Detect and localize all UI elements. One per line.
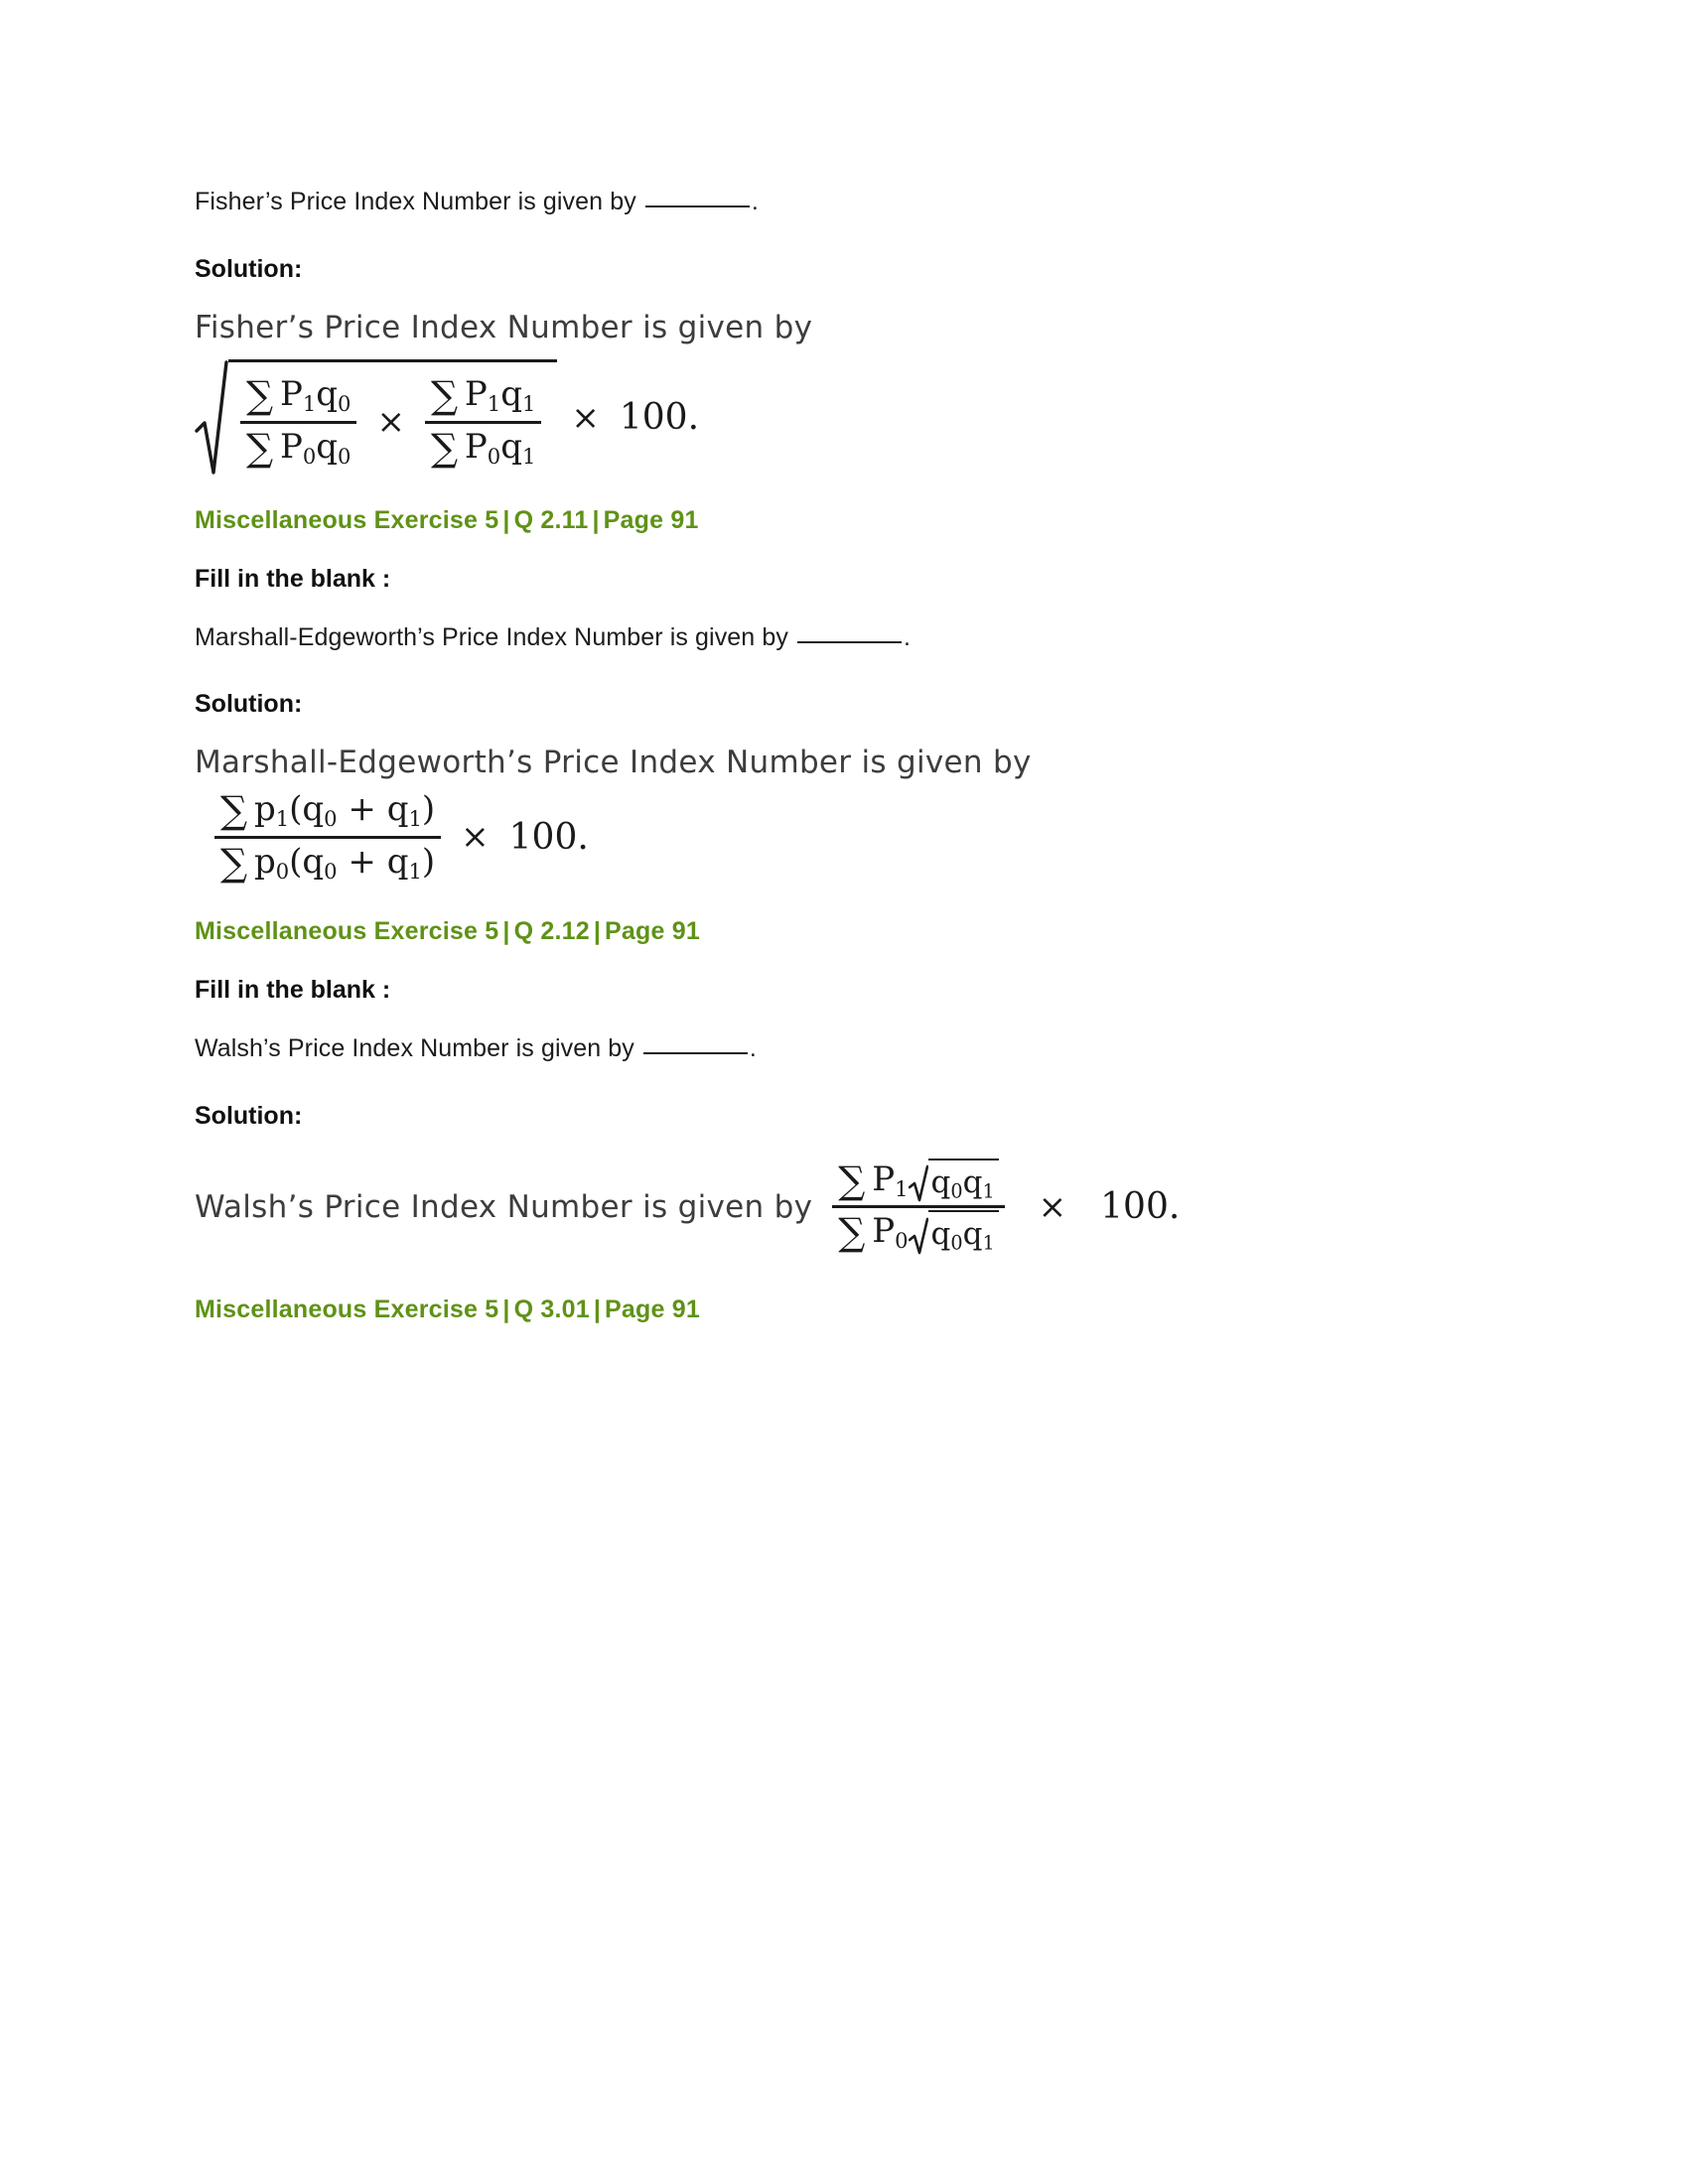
formula-me-expression xyxy=(195,786,1406,887)
instruction-fill-blank-2: Fill in the blank : xyxy=(195,976,391,1004)
solution-label-1: Solution: xyxy=(195,254,303,283)
fraction-denominator: ∑ $P_0q_1$ xyxy=(430,425,536,470)
sqrt-radicand xyxy=(228,359,557,477)
multiplier-100: 100. xyxy=(619,397,700,438)
fraction-p1q0-over-p0q0 xyxy=(234,371,362,473)
times-symbol-1: × xyxy=(376,402,405,442)
formula-fisher-expression xyxy=(195,359,1406,477)
blank-underline xyxy=(643,1035,748,1054)
formula-walsh-expression xyxy=(195,1157,1406,1258)
radical-glyph-small xyxy=(909,1159,928,1203)
times-symbol-2: × xyxy=(571,397,600,438)
separator: | xyxy=(593,1295,602,1323)
question-marshall-edgeworth xyxy=(195,619,1406,657)
question-walsh-period: . xyxy=(749,1034,757,1062)
document-content xyxy=(195,184,1406,1354)
sqrt-radicand-small: $q_0q_1$ xyxy=(928,1210,999,1255)
solution-label-3: Solution: xyxy=(195,1101,303,1130)
blank-underline xyxy=(797,624,902,643)
fraction-walsh xyxy=(826,1157,1010,1258)
formula-marshall-edgeworth xyxy=(195,745,1406,887)
separator: | xyxy=(593,917,602,945)
exercise-ref-2 xyxy=(195,917,1406,946)
exercise-ref-1-exercise: Miscellaneous Exercise 5 xyxy=(195,505,499,534)
fraction-numerator: ∑ $p_1(q_0 + q_1)$ xyxy=(220,788,436,832)
separator: | xyxy=(592,505,600,534)
question-walsh-text: Walsh’s Price Index Number is given by xyxy=(195,1034,634,1062)
fraction-numerator: ∑ $P_1$ $q_0q_1$ xyxy=(832,1157,1004,1206)
fraction-denominator: ∑ $P_0q_0$ xyxy=(246,425,352,470)
exercise-ref-3-question: Q 3.01 xyxy=(513,1295,590,1323)
formula-fisher-intro: Fisher’s Price Index Number is given by xyxy=(195,309,813,345)
question-fisher xyxy=(195,184,1406,221)
sqrt-radicand-small: $q_0q_1$ xyxy=(928,1159,999,1203)
formula-walsh-intro: Walsh’s Price Index Number is given by xyxy=(195,1188,813,1225)
formula-me-intro: Marshall-Edgeworth’s Price Index Number is given by xyxy=(195,745,1032,780)
exercise-ref-1 xyxy=(195,506,1406,535)
instruction-fill-blank-1: Fill in the blank : xyxy=(195,564,391,593)
separator: | xyxy=(502,917,510,945)
radical-glyph xyxy=(195,359,228,477)
exercise-ref-2-page: Page 91 xyxy=(605,917,700,945)
fraction-denominator: ∑ $P_0$ $q_0q_1$ xyxy=(832,1208,1004,1258)
exercise-ref-1-page: Page 91 xyxy=(603,505,699,534)
exercise-ref-3 xyxy=(195,1296,1406,1324)
fraction-me xyxy=(209,786,447,887)
times-symbol-3: × xyxy=(461,817,490,857)
separator: | xyxy=(502,1295,510,1323)
multiplier-100: 100. xyxy=(1100,1186,1181,1227)
fraction-denominator: ∑ $p_0(q_0 + q_1)$ xyxy=(220,840,436,885)
exercise-ref-3-page: Page 91 xyxy=(605,1295,700,1323)
fraction-numerator: ∑ $P_1q_0$ xyxy=(246,373,352,417)
question-walsh xyxy=(195,1030,1406,1068)
solution-label-2: Solution: xyxy=(195,690,303,718)
fraction-p1q1-over-p0q1 xyxy=(419,371,547,473)
question-fisher-text: Fisher’s Price Index Number is given by xyxy=(195,188,636,215)
multiplier-100: 100. xyxy=(508,816,589,858)
times-symbol-4: × xyxy=(1038,1186,1067,1227)
formula-fisher xyxy=(195,310,1406,477)
exercise-ref-2-exercise: Miscellaneous Exercise 5 xyxy=(195,917,499,945)
exercise-ref-1-question: Q 2.11 xyxy=(513,505,589,534)
question-me-text: Marshall-Edgeworth’s Price Index Number is given by xyxy=(195,622,788,651)
question-fisher-period: . xyxy=(751,188,759,215)
sqrt-small xyxy=(909,1159,999,1203)
separator: | xyxy=(502,505,510,534)
sqrt-small xyxy=(909,1210,999,1255)
exercise-ref-2-question: Q 2.12 xyxy=(513,917,590,945)
formula-walsh xyxy=(195,1157,1406,1258)
fraction-numerator: ∑ $P_1q_1$ xyxy=(430,373,536,417)
sqrt-symbol xyxy=(195,359,557,477)
exercise-ref-3-exercise: Miscellaneous Exercise 5 xyxy=(195,1295,499,1323)
question-me-period: . xyxy=(904,622,912,651)
blank-underline xyxy=(645,189,750,207)
radical-glyph-small xyxy=(909,1210,928,1255)
